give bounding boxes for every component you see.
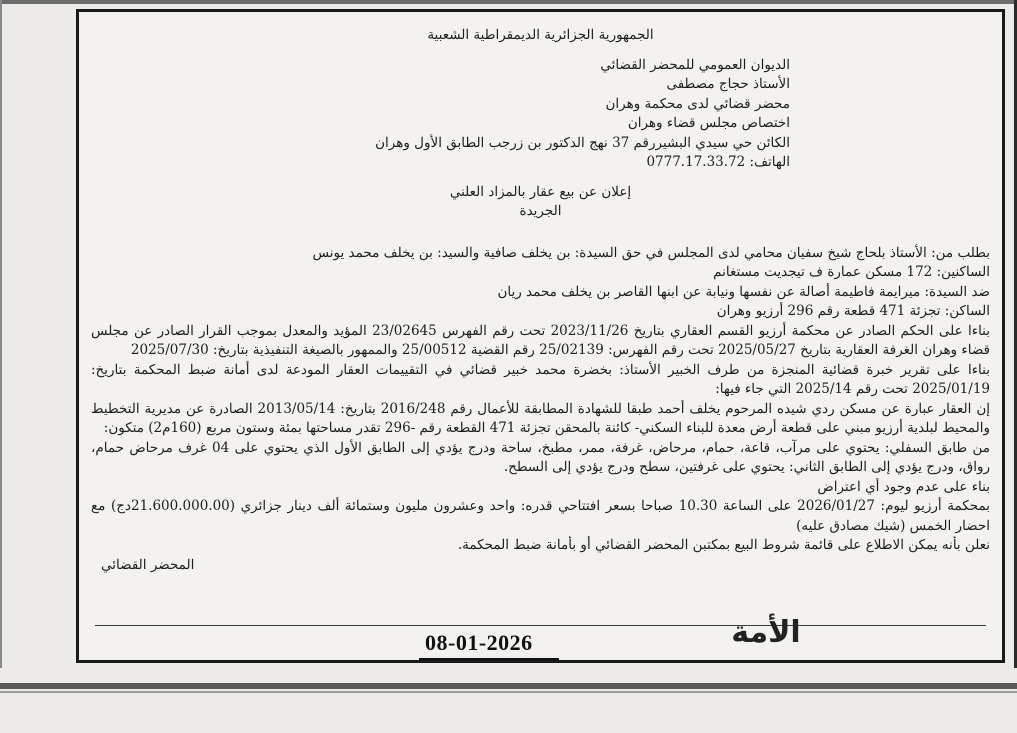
logo-text: الأمة (731, 615, 801, 650)
office-line: الديوان العمومي للمحضر القضائي (600, 56, 790, 73)
paragraph: بناءا على الحكم الصادر عن محكمة أرزيو القسم العقاري بتاريخ 2023/11/26 تحت رقم الفهرس 23/02645 المؤيد والمعدل بموجب القرار الصادر عن مجلس قضاء وهران الغرفة العقارية بتاريخ 2025/05/27 تحت رقم الفهرس: 25/02139 رقم القضية 25/00512 والممهور بالصيغة التنفيذية بتاريخ: 2025/07/30 (91, 322, 991, 358)
publication-date: 08-01-2026 (425, 630, 533, 655)
office-line: الكائن حي سيدي البشيررقم 37 نهج الدكتور بن زرجب الطابق الأول وهران (375, 134, 790, 151)
notice-title: إعلان عن بيع عقار بالمزاد العلني (449, 183, 632, 200)
paragraph: بناء على عدم وجود أي اعتراض (817, 478, 990, 495)
page-left-rule (0, 0, 2, 668)
paragraph: من طابق السفلي: يحتوي على مرآب، قاعة، حمام، مرحاض، غرفة، ممر، مطبخ، ساحة ودرج يؤدي إلى الطابق الأول الذي يحتوي على 04 غرف مرحاض حمام، رواق، ودرج يؤدي إلى الطابق الثاني: يحتوي على غرفتين، سطح ودرج يؤدي إلى السطح. (91, 439, 990, 475)
notice-subtitle: الجريدة (519, 203, 562, 219)
paragraph: الساكن: تجزئة 471 قطعة رقم 296 أرزيو وهران (716, 303, 990, 319)
footer-rule (95, 625, 986, 626)
signature: المحضر القضائي (101, 556, 195, 573)
paragraph: بطلب من: الأستاذ بلحاج شيخ سفيان محامي لدى المجلس في حق السيدة: بن يخلف صافية والسيد: بن يخلف محمد يونس (312, 244, 990, 261)
paragraph: الساكنين: 172 مسكن عمارة ف تيجديت مستغانم (713, 264, 990, 280)
office-line: الأستاذ حجاج مصطفى (666, 76, 790, 92)
notice-body (91, 26, 990, 575)
page-bottom-band-thin (0, 691, 1017, 693)
bailiff-office-block (91, 56, 990, 173)
date-underline (419, 658, 559, 660)
newspaper-logo (691, 615, 841, 656)
auction-notice (76, 9, 1005, 663)
page-bottom-band (0, 683, 1017, 689)
paragraph: بناءا على تقرير خبرة قضائية المنجزة من طرف الخبير الأستاذ: بخضرة محمد خبير قضائي في التقييمات العقار المودعة لدى أمانة ضبط المحكمة بتاريخ: 2025/01/19 تحت رقم 2025/14 التي جاء فيها: (91, 361, 990, 397)
paragraph: إن العقار عبارة عن مسكن ردي شيده المرحوم يخلف أحمد طبقا للشهادة المطابقة للأعمال رقم 2016/248 بتاريخ: 2013/05/14 الصادرة عن مديرية التخطيط والمحيط لبلدية أرزيو مبني على قطعة أرض معدة للبناء السكني- كائنة بالمحقن تجزئة 471 القطعة رقم -296 تقدر مساحتها بمئة وستون مربع (160م2) متكون: (91, 400, 991, 436)
republic-heading: الجمهورية الجزائرية الديمقراطية الشعبية (427, 27, 654, 43)
office-line: اختصاص مجلس قضاء وهران (627, 115, 790, 131)
page-top-rule (0, 0, 1017, 4)
office-phone: الهاتف: 0777.17.33.72 (646, 154, 790, 170)
paragraph: ضد السيدة: ميرايمة فاطيمة أصالة عن نفسها ونيابة عن ابنها القاصر بن يخلف محمد ريان (497, 283, 990, 300)
office-line: محضر قضائي لدى محكمة وهران (605, 95, 790, 112)
paragraph: نعلن بأنه يمكن الاطلاع على قائمة شروط البيع بمكتبن المحضر القضائي أو بأمانة ضبط المحكمة. (457, 537, 990, 553)
paragraph: بمحكمة أرزيو ليوم: 2026/01/27 على الساعة 10.30 صباحا بسعر افتتاحي قدره: واحد وعشرون مليون وستمائة ألف دينار جزائري (21.600.000.00دج) مع احضار الخمس (شيك مصادق عليه) (91, 498, 991, 534)
